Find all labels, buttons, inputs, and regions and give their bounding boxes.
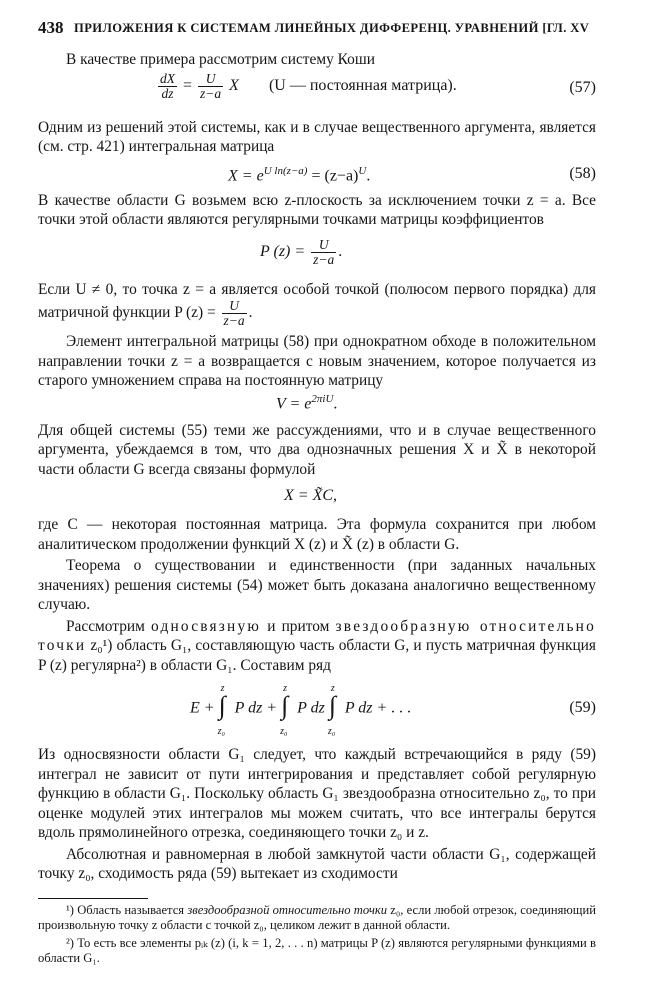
eq57-rhs-den: z−a [200,85,222,101]
p4-den: z−a [223,313,245,328]
fn1-end: z₀, если любой отрезок, соединяющий произвольную точку z области с точкой z₀, целиком лежит в данной области. [38,902,596,932]
p9-spaced-2: звездообразную относительно точки [38,617,597,654]
eqP-num: U [311,238,336,253]
paragraph-9 [38,617,596,676]
equation-number-59: (59) [569,699,596,716]
eq57-note: (U — постоянная матрица). [268,76,457,94]
equation-X-body: X = X̃C, [284,487,338,504]
paragraph-2: Одним из решений этой системы, как и в случае вещественного аргумента, является (см. стр. 421) интегральная матрица [38,118,596,155]
equation-59-body [190,683,412,737]
equation-number-58: (58) [569,164,596,182]
paragraph-1: В качестве примера рассмотрим систему Коши [66,51,375,68]
eq57-equals: = [183,76,193,94]
footnote-1 [38,903,596,934]
p9-spaced-1: односвязную [151,617,262,635]
eq57-lhs-den: dz [161,85,174,101]
eq58-base: e [256,166,264,184]
eqP-fraction [311,238,336,267]
eq58-end: . [366,166,371,184]
footnote-rule [38,898,148,899]
footnote-2: ²) То есть все элементы pᵢₖ (z) (i, k = 1, 2, . . . n) матрицы P (z) являются регулярными функциями в области G₁. [38,935,596,965]
equation-V-body [276,393,337,413]
eq59-term-1: P dz + [230,699,282,717]
integral-2-sign: ∫ [281,691,289,720]
fn1-italic: звездообразной относительно точки [187,902,388,917]
equation-X [38,483,596,513]
paragraph-7: где C — некоторая постоянная матрица. Эта формула сохранится при любом аналитическом продолжении функций X (z) и X̃ (z) в области G. [38,516,596,553]
integral-1-lower: z₀ [217,726,225,737]
equation-58 [38,159,596,189]
eqP-end: . [338,242,343,260]
paragraph-11: Абсолютная и равномерная в любой замкнутой части области G₁, содержащей точку z₀, сходимость ряда (59) вытекает из сходимости [38,845,596,882]
eq57-rhs-fraction [198,72,223,101]
integral-3-upper: z [330,683,335,694]
integral-2 [280,683,293,737]
eq59-term-2: P dz [293,699,329,717]
equation-59 [38,681,596,739]
eq59-E: E + [190,699,219,717]
equation-V [38,393,596,417]
p4-num: U [222,299,247,314]
eq58-exponent-2: U [358,164,367,177]
integral-2-upper: z [283,683,287,694]
integral-3 [327,683,341,737]
eq58-lhs: X = [228,166,257,184]
p9-start: Рассмотрим [66,617,151,635]
eqP-den: z−a [313,251,335,267]
integral-1-upper: z [220,683,225,694]
paragraph-3: В качестве области G возьмем всю z-плоскость за исключением точки z = a. Все точки этой области являются регулярными точками матрицы коэффициентов [38,191,596,228]
eq57-rhs-num: U [198,72,223,87]
eqV-lhs: V = [276,394,305,412]
eq58-exponent: U ln(z−a) [263,164,308,177]
integral-2-lower: z₀ [280,726,288,737]
eq57-rhs-tail: X [229,76,239,94]
equation-number-57: (57) [569,78,596,96]
paragraph-6: Для общей системы (55) теми же рассуждениями, что и в случае вещественного аргумента, убеждаемся в том, что два однозначных решения X и X̃ в некоторой части области G всегда связаны формулой [38,421,596,478]
eq57-lhs-fraction [158,72,177,101]
equation-P-body [260,238,342,267]
p9-end: z₀¹) область G₁, составляющую часть области G, и пусть матричная функция P (z) регулярна²) в области G₁. Составим ряд [38,637,596,674]
eq57-lhs-num: dX [160,70,175,86]
p4-end: . [248,304,253,322]
integral-3-lower: z₀ [327,726,336,737]
eqV-exponent: 2πiU [311,392,334,405]
eq58-mid: = (z−a) [307,166,359,184]
p9-middle: и притом [261,617,336,635]
p4-fraction [222,299,247,328]
running-title: ПРИЛОЖЕНИЯ К СИСТЕМАМ ЛИНЕЙНЫХ ДИФФЕРЕНЦ. УРАВНЕНИЙ [ГЛ. XV [74,21,590,35]
running-header [38,18,596,44]
paragraph-4-text: Если U ≠ 0, то точка z = a является особой точкой (полюсом первого порядка) для матричной функции P (z) = [38,280,596,322]
paragraph-5: Элемент интегральной матрицы (58) при однократном обходе в положительном направлении точки z = a возвращается с новым значением, которое получается из старого умножением справа на постоянную матрицу [38,333,596,389]
eqP-lhs: P (z) = [260,242,310,260]
integral-1-sign: ∫ [218,691,226,720]
page-number: 438 [38,18,64,37]
eqV-end: . [333,394,338,412]
integral-3-sign: ∫ [328,691,336,720]
equation-57 [38,72,596,108]
equation-58-body [228,165,370,185]
paragraph-8: Теорема о существовании и единственности (при заданных начальных значениях) решения системы (54) может быть доказана аналогично вещественному случаю. [38,557,596,613]
paragraph-4 [38,280,596,329]
page [38,18,596,967]
paragraph-10: Из односвязности области G₁ следует, что каждый встречающийся в ряду (59) интеграл не зависит от пути интегрирования и представляет собой регулярную функцию в области G₁. Поскольку область G₁ звездообразна относительно z₀, то при оценке модулей этих интегралов мы можем считать, что все интегралы берутся вдоль прямолинейного отрезка, соединяющего точки z₀ и z. [38,746,596,841]
eq59-term-3: P dz + . . . [340,699,412,717]
equation-P [38,234,596,278]
fn1-start: ¹) Область называется [66,902,188,917]
eqV-base: e [304,394,312,412]
equation-57-body [156,72,457,101]
integral-1 [217,683,231,737]
